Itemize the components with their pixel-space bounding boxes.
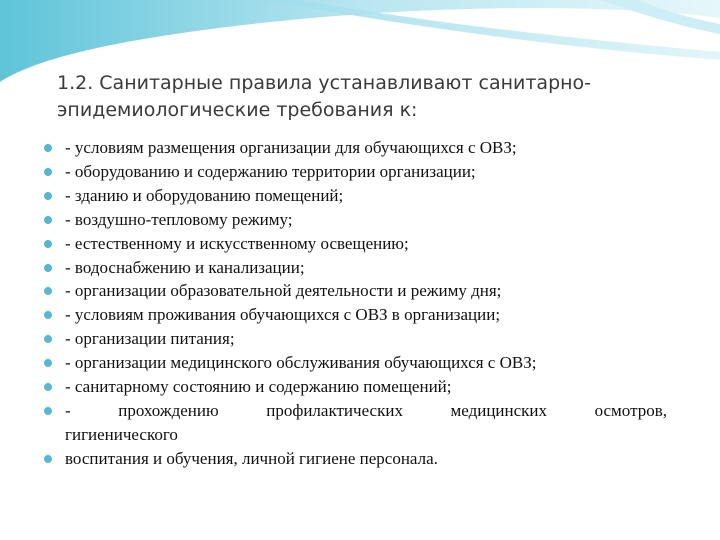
list-item	[44, 232, 674, 256]
list-item-text: - организации медицинского обслуживания обучающихся с ОВЗ;	[65, 353, 537, 373]
list-item	[44, 136, 674, 160]
bullet-icon	[44, 216, 52, 224]
list-item	[44, 447, 674, 471]
list-item-text: - условиям проживания обучающихся с ОВЗ в организации;	[65, 305, 501, 325]
requirements-list	[44, 136, 674, 471]
list-item	[44, 208, 674, 232]
list-item-text: - организации образовательной деятельности и режиму дня;	[65, 281, 502, 301]
list-item-text: гигиенического	[65, 424, 178, 444]
bullet-icon	[44, 359, 52, 367]
list-item	[44, 279, 674, 303]
list-item-text: воспитания и обучения, личной гигиене персонала.	[65, 448, 438, 468]
list-item-text: - условиям размещения организации для обучающихся с ОВЗ;	[65, 138, 517, 157]
list-item-text: - водоснабжению и канализации;	[65, 257, 305, 277]
bullet-icon	[44, 192, 52, 200]
list-item	[44, 160, 674, 184]
list-item	[44, 399, 667, 423]
bullet-icon	[44, 407, 52, 415]
list-item-text: - организации питания;	[65, 329, 235, 349]
list-item-text: - санитарному состоянию и содержанию помещений;	[65, 377, 452, 397]
bullet-icon	[44, 383, 52, 391]
bullet-icon	[44, 287, 52, 295]
bullet-icon	[44, 240, 52, 248]
slide-title	[57, 70, 677, 124]
list-item-text: - оборудованию и содержанию территории организации;	[65, 161, 476, 181]
list-item-text: - зданию и оборудованию помещений;	[65, 185, 344, 205]
list-item	[44, 303, 674, 327]
list-item-text: - воздушно-тепловому режиму;	[65, 209, 293, 229]
list-item-text: - естественному и искусственному освещению;	[65, 233, 409, 253]
bullet-icon	[44, 335, 52, 343]
list-item	[44, 351, 674, 375]
list-item	[44, 184, 674, 208]
bullet-icon	[44, 264, 52, 272]
bullet-icon	[44, 144, 52, 152]
list-item	[44, 256, 674, 280]
bullet-icon	[44, 311, 52, 319]
bullet-icon	[44, 168, 52, 176]
list-item-continuation	[44, 423, 674, 447]
bullet-icon	[44, 455, 52, 463]
slide-title-line-1: 1.2. Санитарные правила устанавливают санитарно-	[57, 72, 592, 94]
list-item	[44, 327, 674, 351]
slide-title-line-2: эпидемиологические требования к:	[57, 99, 418, 121]
list-item-text: - прохождению профилактических медицинских осмотров,	[65, 400, 667, 420]
list-item	[44, 375, 674, 399]
